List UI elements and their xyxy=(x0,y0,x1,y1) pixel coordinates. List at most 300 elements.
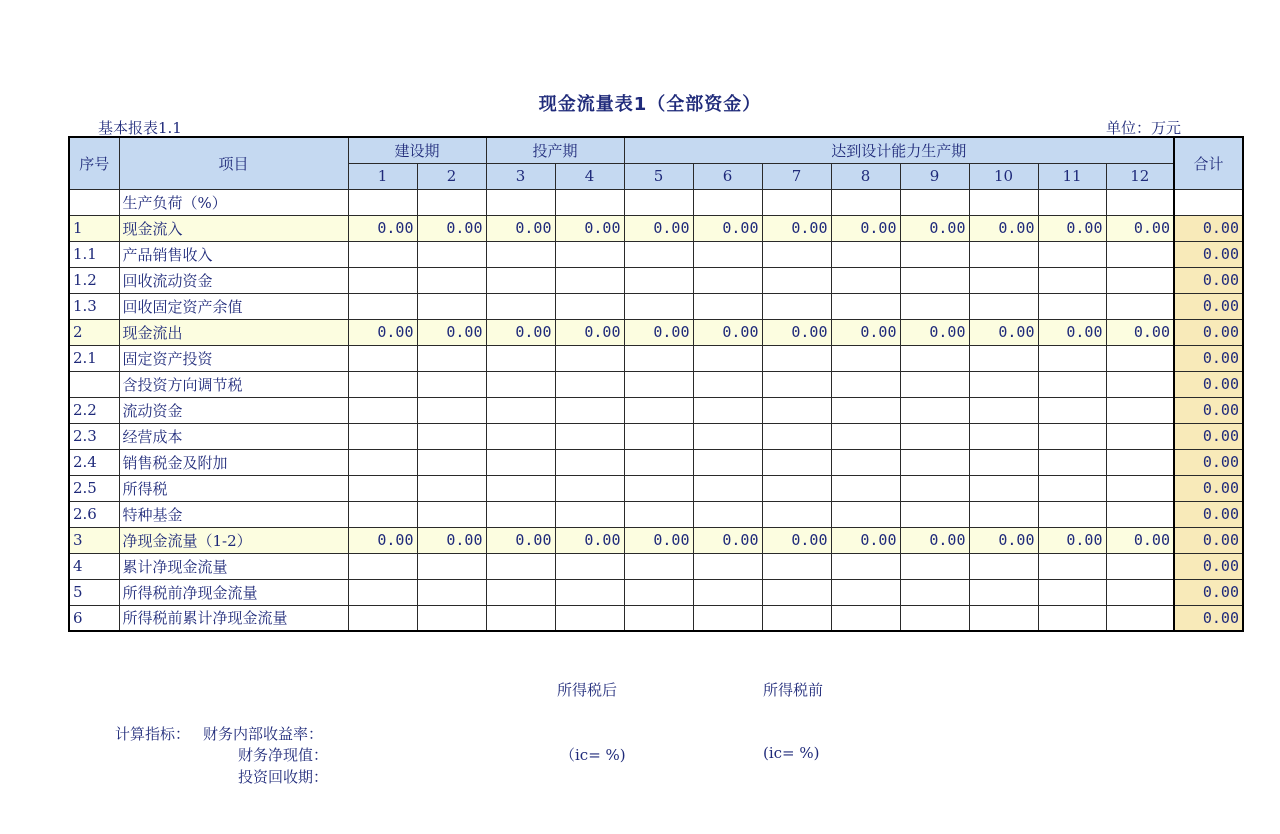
table-row xyxy=(69,371,1243,397)
value-cell[interactable] xyxy=(1038,189,1106,215)
value-cell[interactable] xyxy=(831,553,900,579)
row-seq: 3 xyxy=(69,527,119,553)
row-seq: 2.2 xyxy=(69,397,119,423)
value-cell[interactable]: 0.00 xyxy=(555,319,624,345)
value-cell[interactable] xyxy=(417,605,486,631)
value-cell[interactable] xyxy=(555,579,624,605)
value-cell[interactable]: 0.00 xyxy=(900,319,969,345)
total-cell xyxy=(1174,189,1243,215)
value-cell[interactable] xyxy=(900,371,969,397)
row-item: 现金流出 xyxy=(119,319,348,345)
value-cell[interactable] xyxy=(969,579,1038,605)
value-cell[interactable] xyxy=(624,293,693,319)
value-cell[interactable]: 0.00 xyxy=(1106,215,1174,241)
value-cell[interactable] xyxy=(1106,293,1174,319)
total-cell: 0.00 xyxy=(1174,475,1243,501)
value-cell[interactable] xyxy=(1106,397,1174,423)
value-cell[interactable] xyxy=(624,553,693,579)
total-cell: 0.00 xyxy=(1174,345,1243,371)
value-cell[interactable] xyxy=(486,241,555,267)
table-row xyxy=(69,267,1243,293)
value-cell[interactable] xyxy=(900,579,969,605)
value-cell[interactable] xyxy=(624,189,693,215)
value-cell[interactable] xyxy=(348,501,417,527)
value-cell[interactable] xyxy=(969,397,1038,423)
npv-before-tax-ic: (ic= %) xyxy=(763,744,820,762)
year-header: 9 xyxy=(900,163,969,189)
value-cell[interactable] xyxy=(417,371,486,397)
value-cell[interactable] xyxy=(762,345,831,371)
value-cell[interactable] xyxy=(348,241,417,267)
value-cell[interactable] xyxy=(486,267,555,293)
table-row xyxy=(69,501,1243,527)
year-header: 7 xyxy=(762,163,831,189)
value-cell[interactable] xyxy=(900,345,969,371)
year-header: 6 xyxy=(693,163,762,189)
value-cell[interactable] xyxy=(900,605,969,631)
payback-label: 投资回收期： xyxy=(238,768,329,786)
value-cell[interactable]: 0.00 xyxy=(348,319,417,345)
table-row xyxy=(69,449,1243,475)
value-cell[interactable] xyxy=(900,267,969,293)
value-cell[interactable]: 0.00 xyxy=(348,527,417,553)
table-row xyxy=(69,553,1243,579)
value-cell[interactable] xyxy=(417,501,486,527)
total-cell: 0.00 xyxy=(1174,241,1243,267)
value-cell[interactable] xyxy=(348,371,417,397)
value-cell[interactable] xyxy=(348,423,417,449)
year-header: 4 xyxy=(555,163,624,189)
value-cell[interactable] xyxy=(348,397,417,423)
value-cell[interactable] xyxy=(417,345,486,371)
value-cell[interactable] xyxy=(624,449,693,475)
table-row xyxy=(69,345,1243,371)
value-cell[interactable] xyxy=(555,423,624,449)
value-cell[interactable] xyxy=(1038,605,1106,631)
value-cell[interactable] xyxy=(693,345,762,371)
value-cell[interactable] xyxy=(1106,501,1174,527)
value-cell[interactable]: 0.00 xyxy=(624,215,693,241)
value-cell[interactable] xyxy=(693,449,762,475)
value-cell[interactable] xyxy=(1038,579,1106,605)
value-cell[interactable] xyxy=(969,423,1038,449)
year-header: 11 xyxy=(1038,163,1106,189)
table-row xyxy=(69,293,1243,319)
value-cell[interactable] xyxy=(624,579,693,605)
value-cell[interactable] xyxy=(1106,579,1174,605)
value-cell[interactable] xyxy=(555,293,624,319)
value-cell[interactable] xyxy=(348,267,417,293)
value-cell[interactable] xyxy=(969,267,1038,293)
value-cell[interactable]: 0.00 xyxy=(831,527,900,553)
row-seq xyxy=(69,189,119,215)
table-row xyxy=(69,397,1243,423)
value-cell[interactable] xyxy=(762,371,831,397)
row-item: 含投资方向调节税 xyxy=(119,371,348,397)
value-cell[interactable] xyxy=(900,241,969,267)
value-cell[interactable]: 0.00 xyxy=(900,215,969,241)
value-cell[interactable] xyxy=(1038,345,1106,371)
value-cell[interactable] xyxy=(417,423,486,449)
row-item: 固定资产投资 xyxy=(119,345,348,371)
value-cell[interactable] xyxy=(693,423,762,449)
value-cell[interactable]: 0.00 xyxy=(624,319,693,345)
value-cell[interactable]: 0.00 xyxy=(969,319,1038,345)
row-item: 销售税金及附加 xyxy=(119,449,348,475)
npv-label: 财务净现值： xyxy=(238,746,329,764)
row-item: 经营成本 xyxy=(119,423,348,449)
year-header: 3 xyxy=(486,163,555,189)
value-cell[interactable] xyxy=(762,293,831,319)
value-cell[interactable] xyxy=(417,241,486,267)
value-cell[interactable] xyxy=(693,267,762,293)
year-header: 10 xyxy=(969,163,1038,189)
value-cell[interactable] xyxy=(555,267,624,293)
value-cell[interactable] xyxy=(348,293,417,319)
table-row xyxy=(69,475,1243,501)
value-cell[interactable] xyxy=(348,553,417,579)
value-cell[interactable] xyxy=(969,605,1038,631)
value-cell[interactable] xyxy=(555,189,624,215)
row-seq: 1.1 xyxy=(69,241,119,267)
value-cell[interactable] xyxy=(1106,267,1174,293)
total-cell: 0.00 xyxy=(1174,605,1243,631)
value-cell[interactable] xyxy=(693,475,762,501)
value-cell[interactable] xyxy=(486,293,555,319)
row-item: 回收固定资产余值 xyxy=(119,293,348,319)
header-row-groups xyxy=(69,137,1243,163)
table-header xyxy=(69,137,1243,189)
value-cell[interactable] xyxy=(1038,371,1106,397)
row-item: 现金流入 xyxy=(119,215,348,241)
value-cell[interactable] xyxy=(762,501,831,527)
row-seq: 2.6 xyxy=(69,501,119,527)
value-cell[interactable] xyxy=(555,397,624,423)
row-seq: 2.4 xyxy=(69,449,119,475)
report-subtitle: 基本报表1.1 xyxy=(98,119,182,137)
row-seq xyxy=(69,371,119,397)
value-cell[interactable]: 0.00 xyxy=(1038,319,1106,345)
value-cell[interactable] xyxy=(624,371,693,397)
total-cell: 0.00 xyxy=(1174,397,1243,423)
value-cell[interactable]: 0.00 xyxy=(1106,527,1174,553)
value-cell[interactable] xyxy=(1106,605,1174,631)
value-cell[interactable] xyxy=(1038,449,1106,475)
value-cell[interactable] xyxy=(1038,423,1106,449)
value-cell[interactable]: 0.00 xyxy=(1038,527,1106,553)
value-cell[interactable] xyxy=(969,345,1038,371)
value-cell[interactable] xyxy=(486,475,555,501)
value-cell[interactable] xyxy=(624,475,693,501)
column-header-total: 合计 xyxy=(1174,137,1243,189)
table-row xyxy=(69,579,1243,605)
value-cell[interactable] xyxy=(1106,475,1174,501)
value-cell[interactable]: 0.00 xyxy=(1038,215,1106,241)
value-cell[interactable] xyxy=(348,605,417,631)
value-cell[interactable] xyxy=(555,553,624,579)
row-item: 产品销售收入 xyxy=(119,241,348,267)
value-cell[interactable] xyxy=(348,449,417,475)
value-cell[interactable] xyxy=(762,423,831,449)
value-cell[interactable] xyxy=(831,397,900,423)
table-row xyxy=(69,527,1243,553)
row-item: 所得税 xyxy=(119,475,348,501)
value-cell[interactable]: 0.00 xyxy=(969,527,1038,553)
value-cell[interactable] xyxy=(969,553,1038,579)
value-cell[interactable] xyxy=(1038,293,1106,319)
row-seq: 1 xyxy=(69,215,119,241)
value-cell[interactable]: 0.00 xyxy=(555,527,624,553)
value-cell[interactable] xyxy=(762,579,831,605)
table-row xyxy=(69,423,1243,449)
total-cell: 0.00 xyxy=(1174,215,1243,241)
value-cell[interactable] xyxy=(417,267,486,293)
total-cell: 0.00 xyxy=(1174,267,1243,293)
row-seq: 2.3 xyxy=(69,423,119,449)
value-cell[interactable] xyxy=(762,397,831,423)
total-cell: 0.00 xyxy=(1174,423,1243,449)
value-cell[interactable] xyxy=(831,293,900,319)
value-cell[interactable] xyxy=(1106,449,1174,475)
value-cell[interactable]: 0.00 xyxy=(762,319,831,345)
table-row xyxy=(69,319,1243,345)
value-cell[interactable]: 0.00 xyxy=(417,215,486,241)
value-cell[interactable] xyxy=(486,579,555,605)
value-cell[interactable] xyxy=(831,605,900,631)
total-cell: 0.00 xyxy=(1174,371,1243,397)
value-cell[interactable] xyxy=(624,345,693,371)
value-cell[interactable] xyxy=(1106,241,1174,267)
value-cell[interactable] xyxy=(1106,371,1174,397)
table-row xyxy=(69,189,1243,215)
year-header: 2 xyxy=(417,163,486,189)
value-cell[interactable] xyxy=(1038,501,1106,527)
value-cell[interactable] xyxy=(693,293,762,319)
row-item: 净现金流量（1-2） xyxy=(119,527,348,553)
value-cell[interactable]: 0.00 xyxy=(1106,319,1174,345)
value-cell[interactable] xyxy=(417,397,486,423)
value-cell[interactable] xyxy=(417,579,486,605)
value-cell[interactable] xyxy=(762,267,831,293)
value-cell[interactable] xyxy=(486,423,555,449)
column-header-seq: 序号 xyxy=(69,137,119,189)
value-cell[interactable] xyxy=(624,267,693,293)
value-cell[interactable] xyxy=(624,605,693,631)
value-cell[interactable] xyxy=(417,475,486,501)
year-header: 12 xyxy=(1106,163,1174,189)
value-cell[interactable] xyxy=(900,423,969,449)
table-body xyxy=(69,189,1243,631)
period-group-header: 投产期 xyxy=(486,137,624,163)
value-cell[interactable] xyxy=(486,605,555,631)
total-cell: 0.00 xyxy=(1174,449,1243,475)
row-item: 回收流动资金 xyxy=(119,267,348,293)
total-cell: 0.00 xyxy=(1174,293,1243,319)
value-cell[interactable] xyxy=(417,449,486,475)
value-cell[interactable] xyxy=(969,501,1038,527)
value-cell[interactable] xyxy=(693,371,762,397)
value-cell[interactable]: 0.00 xyxy=(693,215,762,241)
after-tax-header: 所得税后 xyxy=(557,681,618,699)
value-cell[interactable] xyxy=(486,397,555,423)
value-cell[interactable] xyxy=(762,241,831,267)
value-cell[interactable]: 0.00 xyxy=(900,527,969,553)
value-cell[interactable]: 0.00 xyxy=(762,215,831,241)
value-cell[interactable] xyxy=(1038,553,1106,579)
row-seq: 2.5 xyxy=(69,475,119,501)
value-cell[interactable]: 0.00 xyxy=(417,527,486,553)
value-cell[interactable] xyxy=(900,397,969,423)
value-cell[interactable] xyxy=(348,475,417,501)
value-cell[interactable] xyxy=(900,475,969,501)
value-cell[interactable] xyxy=(900,553,969,579)
value-cell[interactable] xyxy=(1038,475,1106,501)
value-cell[interactable]: 0.00 xyxy=(693,319,762,345)
value-cell[interactable] xyxy=(1038,397,1106,423)
value-cell[interactable] xyxy=(486,189,555,215)
value-cell[interactable] xyxy=(762,189,831,215)
value-cell[interactable] xyxy=(831,423,900,449)
value-cell[interactable] xyxy=(1038,267,1106,293)
value-cell[interactable] xyxy=(831,501,900,527)
period-group-header: 建设期 xyxy=(348,137,486,163)
value-cell[interactable]: 0.00 xyxy=(831,215,900,241)
row-seq: 2 xyxy=(69,319,119,345)
before-tax-header: 所得税前 xyxy=(763,681,824,699)
value-cell[interactable] xyxy=(555,241,624,267)
value-cell[interactable] xyxy=(1106,345,1174,371)
value-cell[interactable] xyxy=(762,605,831,631)
value-cell[interactable] xyxy=(1106,189,1174,215)
value-cell[interactable] xyxy=(969,293,1038,319)
year-header: 1 xyxy=(348,163,417,189)
value-cell[interactable] xyxy=(900,189,969,215)
value-cell[interactable] xyxy=(693,189,762,215)
total-cell: 0.00 xyxy=(1174,501,1243,527)
total-cell: 0.00 xyxy=(1174,579,1243,605)
value-cell[interactable]: 0.00 xyxy=(486,527,555,553)
value-cell[interactable] xyxy=(624,423,693,449)
unit-label: 单位：万元 xyxy=(1106,119,1182,137)
value-cell[interactable] xyxy=(693,605,762,631)
row-item: 流动资金 xyxy=(119,397,348,423)
value-cell[interactable] xyxy=(486,501,555,527)
value-cell[interactable] xyxy=(762,553,831,579)
value-cell[interactable]: 0.00 xyxy=(969,215,1038,241)
page-title: 现金流量表1（全部资金） xyxy=(538,94,762,115)
value-cell[interactable]: 0.00 xyxy=(624,527,693,553)
value-cell[interactable] xyxy=(900,501,969,527)
value-cell[interactable] xyxy=(555,475,624,501)
value-cell[interactable] xyxy=(486,371,555,397)
row-seq: 2.1 xyxy=(69,345,119,371)
value-cell[interactable] xyxy=(900,293,969,319)
value-cell[interactable] xyxy=(624,501,693,527)
value-cell[interactable] xyxy=(1106,553,1174,579)
value-cell[interactable] xyxy=(831,371,900,397)
value-cell[interactable]: 0.00 xyxy=(762,527,831,553)
value-cell[interactable] xyxy=(624,241,693,267)
value-cell[interactable] xyxy=(555,501,624,527)
value-cell[interactable] xyxy=(693,241,762,267)
row-seq: 1.3 xyxy=(69,293,119,319)
npv-after-tax-ic: （ic= %) xyxy=(560,746,626,764)
value-cell[interactable] xyxy=(831,241,900,267)
value-cell[interactable]: 0.00 xyxy=(486,215,555,241)
value-cell[interactable] xyxy=(417,553,486,579)
value-cell[interactable]: 0.00 xyxy=(486,319,555,345)
value-cell[interactable] xyxy=(831,345,900,371)
row-seq: 1.2 xyxy=(69,267,119,293)
row-seq: 5 xyxy=(69,579,119,605)
value-cell[interactable] xyxy=(555,605,624,631)
row-item: 特种基金 xyxy=(119,501,348,527)
value-cell[interactable] xyxy=(693,553,762,579)
value-cell[interactable] xyxy=(555,449,624,475)
value-cell[interactable] xyxy=(762,475,831,501)
value-cell[interactable] xyxy=(417,293,486,319)
value-cell[interactable] xyxy=(969,371,1038,397)
value-cell[interactable] xyxy=(969,241,1038,267)
column-header-item: 项目 xyxy=(119,137,348,189)
value-cell[interactable]: 0.00 xyxy=(417,319,486,345)
value-cell[interactable] xyxy=(900,449,969,475)
total-cell: 0.00 xyxy=(1174,527,1243,553)
row-item: 所得税前累计净现金流量 xyxy=(119,605,348,631)
year-header: 8 xyxy=(831,163,900,189)
value-cell[interactable] xyxy=(486,449,555,475)
indicators-prefix: 计算指标： xyxy=(115,725,191,743)
value-cell[interactable] xyxy=(693,397,762,423)
value-cell[interactable] xyxy=(969,189,1038,215)
value-cell[interactable] xyxy=(417,189,486,215)
value-cell[interactable] xyxy=(831,267,900,293)
value-cell[interactable]: 0.00 xyxy=(555,215,624,241)
value-cell[interactable] xyxy=(624,397,693,423)
row-item: 所得税前净现金流量 xyxy=(119,579,348,605)
irr-label: 财务内部收益率： xyxy=(203,725,324,743)
table-row xyxy=(69,605,1243,631)
value-cell[interactable] xyxy=(1106,423,1174,449)
value-cell[interactable] xyxy=(555,371,624,397)
value-cell[interactable] xyxy=(486,553,555,579)
value-cell[interactable] xyxy=(831,475,900,501)
row-item: 累计净现金流量 xyxy=(119,553,348,579)
value-cell[interactable] xyxy=(969,449,1038,475)
total-cell: 0.00 xyxy=(1174,553,1243,579)
value-cell[interactable]: 0.00 xyxy=(348,215,417,241)
value-cell[interactable] xyxy=(831,449,900,475)
value-cell[interactable] xyxy=(348,189,417,215)
value-cell[interactable] xyxy=(348,345,417,371)
value-cell[interactable] xyxy=(762,449,831,475)
value-cell[interactable] xyxy=(348,579,417,605)
cash-flow-table xyxy=(68,136,1244,632)
value-cell[interactable] xyxy=(693,501,762,527)
table-row xyxy=(69,241,1243,267)
value-cell[interactable] xyxy=(555,345,624,371)
value-cell[interactable] xyxy=(486,345,555,371)
value-cell[interactable]: 0.00 xyxy=(831,319,900,345)
value-cell[interactable]: 0.00 xyxy=(693,527,762,553)
value-cell[interactable] xyxy=(1038,241,1106,267)
value-cell[interactable] xyxy=(969,475,1038,501)
total-cell: 0.00 xyxy=(1174,319,1243,345)
value-cell[interactable] xyxy=(693,579,762,605)
table-row xyxy=(69,215,1243,241)
value-cell[interactable] xyxy=(831,579,900,605)
value-cell[interactable] xyxy=(831,189,900,215)
